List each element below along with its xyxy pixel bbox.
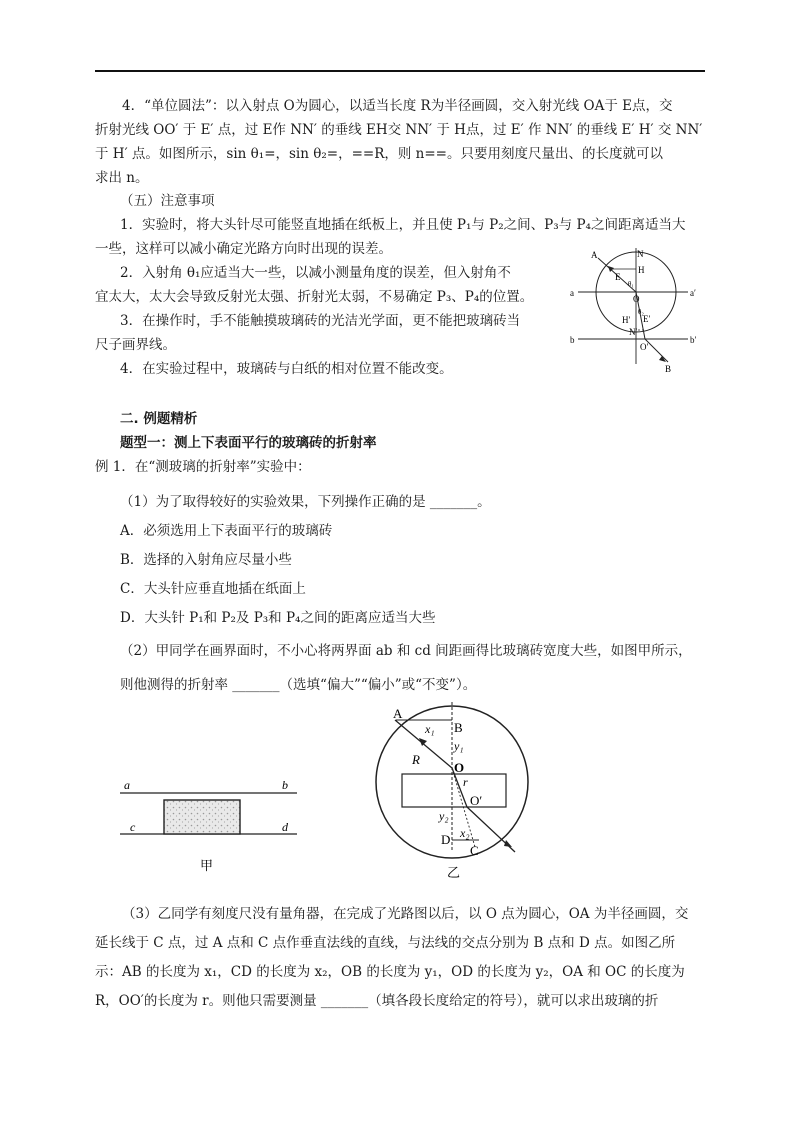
yi-label-D: D [441, 832, 451, 847]
figure-jia [112, 776, 302, 876]
option-d: D．大头针 P₁和 P₂及 P₃和 P₄之间的距离应适当大些 [120, 610, 436, 626]
yi-label-x2: x₂ [460, 826, 470, 840]
jia-label-c: c [130, 820, 136, 834]
yi-label-y2: y₂ [439, 809, 449, 823]
text-line: 折射光线 OO′ 于 E′ 点，过 E作 NN′ 的垂线 EH交 NN′ 于 H点，过 E′ 作 NN′ 的垂线 E′ H′ 交 NN′ [95, 122, 703, 138]
fig-label-E-prime: E′ [643, 314, 651, 324]
fig-label-O: O [633, 294, 640, 304]
caution-1-line-2: 一些，这样可以减小确定光路方向时出现的误差。 [95, 241, 392, 257]
text-line: 于 H′ 点。如图所示，sin θ₁=，sin θ₂=，==R，则 n==。只要用刻度尺量出、的长度就可以 [95, 146, 663, 162]
caution-4-line: 4．在实验过程中，玻璃砖与白纸的相对位置不能改变。 [120, 361, 453, 377]
question-2-line-2: 则他测得的折射率 _______（选填“偏大”“偏小”或“不变”）。 [120, 677, 477, 693]
type-one-title: 题型一：测上下表面平行的玻璃砖的折射率 [120, 435, 377, 451]
caution-2-line-2: 宜太大，太大会导致反射光太强、折射光太弱，不易确定 P₃、P₄的位置。 [95, 289, 534, 305]
yi-label-B: B [454, 720, 463, 735]
text-line: 延长线于 C 点，过 A 点和 C 点作垂直法线的直线，与法线的交点分别为 B 点和 D 点。如图乙所 [95, 935, 676, 951]
jia-label-b: b [282, 778, 288, 792]
fig-label-E: E [615, 272, 621, 282]
question-1-stem: （1）为了取得较好的实验效果，下列操作正确的是 _______。 [120, 494, 491, 510]
caution-3-line-1: 3．在操作时，手不能触摸玻璃砖的光洁光学面，更不能把玻璃砖当 [120, 313, 521, 329]
jia-label-d: d [282, 820, 288, 834]
figure-yi [355, 702, 545, 884]
option-c: C．大头针应垂直地插在纸面上 [120, 581, 306, 597]
text-line: 求出 n。 [95, 170, 149, 186]
yi-label-r: r [463, 775, 468, 789]
unit-circle-method-paragraph [95, 94, 707, 190]
fig-label-a: a [570, 288, 574, 298]
text-line: R，OO′的长度为 r。则他只需要测量 _______（填各段长度给定的符号），就可以求出玻璃的折 [95, 993, 659, 1009]
jia-label-a: a [124, 778, 130, 792]
unit-circle-figure [570, 244, 705, 374]
yi-label-A: A [393, 706, 403, 721]
section-five-title: （五）注意事项 [120, 193, 215, 209]
yi-caption: 乙 [447, 865, 461, 880]
option-b: B．选择的入射角应尽量小些 [120, 552, 292, 568]
caution-1-line-1: 1．实验时，将大头针尽可能竖直地插在纸板上，并且使 P₁与 P₂之间、P₃与 P₄之间距离适当大 [120, 217, 686, 233]
caution-2-line-1: 2．入射角 θ₁应适当大一些，以减小测量角度的误差，但入射角不 [120, 265, 511, 281]
yi-label-x1: x₁ [425, 722, 435, 736]
section-heading: 二. 例题精析 [120, 411, 198, 427]
yi-label-O-prime: O′ [470, 793, 483, 808]
yi-label-R: R [412, 752, 420, 767]
fig-label-a-prime: a′ [690, 288, 696, 298]
text-line: 4．“单位圆法”：以入射点 O为圆心，以适当长度 R为半径画圆，交入射光线 OA于 E点，交 [122, 98, 673, 114]
fig-label-b: b [570, 335, 575, 345]
yi-label-C: C [470, 843, 479, 858]
caution-3-line-2: 尺子画界线。 [95, 337, 176, 353]
yi-label-O: O [454, 760, 465, 775]
fig-label-H-prime: H′ [622, 315, 631, 325]
question-2-line-1: （2）甲同学在画界面时，不小心将两界面 ab 和 cd 间距画得比玻璃砖宽度大些，如图甲所示， [120, 643, 692, 659]
yi-label-y1: y₁ [454, 739, 464, 753]
fig-label-B: B [665, 364, 672, 374]
option-a: A．必须选用上下表面平行的玻璃砖 [120, 523, 333, 539]
fig-label-b-prime: b′ [690, 335, 697, 345]
fig-label-theta2: θ₂ [638, 308, 644, 316]
example-title: 例 1．在“测玻璃的折射率”实验中： [95, 459, 311, 475]
fig-label-N-prime: N′ [629, 327, 638, 337]
question-3-paragraph [95, 900, 707, 1016]
header-rule [95, 70, 705, 72]
fig-label-O-prime: O′ [640, 342, 649, 352]
fig-label-theta1: θ₁ [628, 280, 634, 288]
fig-label-A: A [591, 250, 598, 260]
text-line: （3）乙同学有刻度尺没有量角器，在完成了光路图以后，以 O 点为圆心，OA 为半径画圆，交 [122, 906, 689, 922]
text-line: 示：AB 的长度为 x₁，CD 的长度为 x₂，OB 的长度为 y₁，OD 的长度为 y₂，OA 和 OC 的长度为 [95, 964, 685, 980]
fig-label-H: H [638, 265, 645, 275]
jia-caption: 甲 [200, 858, 214, 873]
fig-label-N: N [637, 249, 644, 259]
